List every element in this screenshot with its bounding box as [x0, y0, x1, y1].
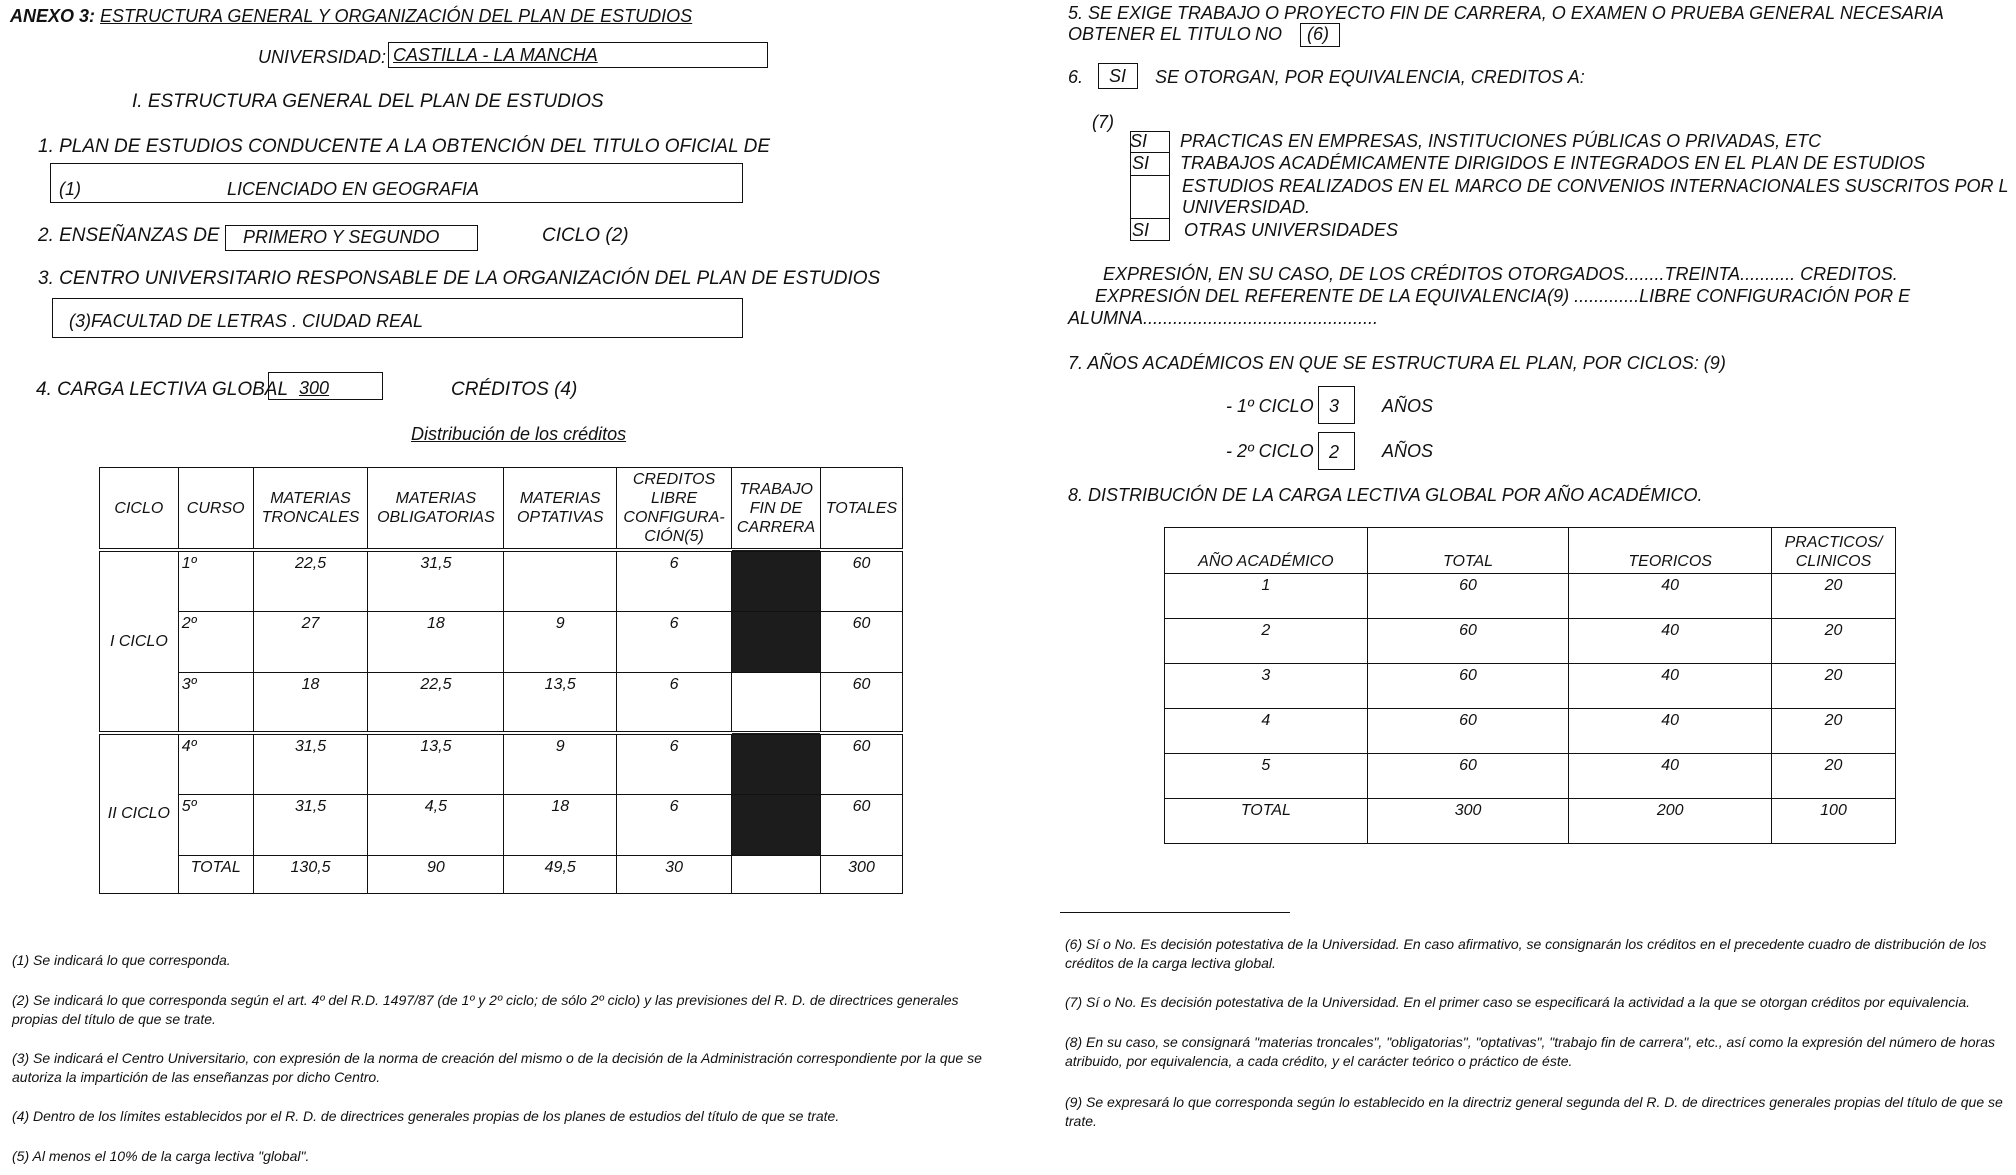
cycle2-box — [1318, 432, 1355, 470]
table-row — [1165, 709, 1896, 754]
item5-line2: OBTENER EL TITULO — [1068, 24, 1251, 44]
cell: 6 — [617, 733, 732, 794]
table-row — [1165, 664, 1896, 709]
cell: 200 — [1569, 799, 1772, 844]
university-box — [388, 42, 768, 68]
cell: 3º — [178, 672, 253, 733]
cell: 13,5 — [368, 733, 504, 794]
teaching-value: PRIMERO Y SEGUNDO — [243, 227, 440, 247]
shaded-cell — [732, 733, 821, 794]
table-row — [100, 550, 903, 611]
cycle1-label: - 1º CICLO — [1226, 396, 1314, 416]
cell: 20 — [1772, 664, 1896, 709]
cell: 31,5 — [253, 733, 368, 794]
cell: 60 — [1367, 619, 1569, 664]
cycle-1-cell: I CICLO — [100, 550, 179, 733]
header-libre: CREDITOS LIBRE CONFIGURA-CIÓN(5) — [617, 468, 732, 551]
footnote-6: (6) Sí o No. Es decisión potestativa de la Universidad. En caso afirmativo, se consignarán los créditos en el precedente cuadro de distribución de los créditos de la carga lectiva global. — [1065, 936, 1987, 971]
item6-note: (7) — [1092, 112, 1114, 132]
cell: 6 — [617, 672, 732, 733]
item4-suffix: CRÉDITOS (4) — [451, 379, 578, 400]
cell: 20 — [1772, 754, 1896, 799]
item6-number: 6. — [1068, 67, 1084, 87]
cell: 60 — [1367, 709, 1569, 754]
item5-note-box — [1300, 23, 1340, 47]
cell: 20 — [1772, 709, 1896, 754]
cell — [732, 672, 821, 733]
cell: 300 — [1367, 799, 1569, 844]
distribution-title: Distribución de los créditos — [411, 424, 627, 444]
degree-note: (1) — [59, 179, 81, 199]
degree-value: LICENCIADO EN GEOGRAFIA — [227, 179, 480, 199]
cell: 9 — [504, 611, 617, 672]
option-4-text: OTRAS UNIVERSIDADES — [1184, 220, 1399, 240]
cell: 9 — [504, 733, 617, 794]
cell: 49,5 — [504, 855, 617, 893]
cell: 300 — [820, 855, 902, 893]
cell: 18 — [504, 794, 617, 855]
header-ciclo: CICLO — [100, 468, 179, 551]
footnote-9: (9) Se expresará lo que corresponda según lo establecido en la directriz general segunda del R. D. de directrices generales propias del título de que se trate. — [1065, 1094, 2003, 1129]
table-row — [100, 672, 903, 733]
item6-label: SE OTORGAN, POR EQUIVALENCIA, CREDITOS A: — [1155, 67, 1585, 87]
option-3-text: ESTUDIOS REALIZADOS EN EL MARCO DE CONVENIOS INTERNACIONALES SUSCRITOS POR L — [1182, 176, 2009, 196]
table-row — [1165, 799, 1896, 844]
credits-value: 300 — [299, 378, 330, 398]
option-1-text: PRACTICAS EN EMPRESAS, INSTITUCIONES PÚBLICAS O PRIVADAS, ETC — [1180, 131, 1822, 151]
annex-heading: ANEXO 3: ESTRUCTURA GENERAL Y ORGANIZACIÓN DEL PLAN DE ESTUDIOS — [10, 6, 693, 26]
credits-box — [268, 372, 383, 400]
expression-reference: EXPRESIÓN DEL REFERENTE DE LA EQUIVALENCIA(9) .............LIBRE CONFIGURACIÓN POR E — [1095, 286, 1911, 306]
header-theory: TEORICOS — [1569, 528, 1772, 574]
table-row — [100, 733, 903, 794]
cell: 60 — [820, 672, 902, 733]
cell: 40 — [1569, 754, 1772, 799]
cell: 4 — [1165, 709, 1368, 754]
cycle2-value: 2 — [1329, 442, 1340, 462]
header-total: TOTAL — [1367, 528, 1569, 574]
cell: 6 — [617, 611, 732, 672]
cell: 100 — [1772, 799, 1896, 844]
cell: 5 — [1165, 754, 1368, 799]
item5-answer: NO — [1255, 24, 1282, 44]
divider — [1130, 218, 1170, 219]
cell: 30 — [617, 855, 732, 893]
option-1-mark: SI — [1130, 131, 1148, 151]
cycle2-label: - 2º CICLO — [1226, 441, 1314, 461]
cell: 22,5 — [253, 550, 368, 611]
center-value: (3)FACULTAD DE LETRAS . CIUDAD REAL — [69, 311, 424, 331]
footnote-separator — [1060, 912, 1290, 913]
expression-credits: EXPRESIÓN, EN SU CASO, DE LOS CRÉDITOS OTORGADOS........TREINTA........... CREDITOS. — [1103, 264, 1898, 284]
cell: 18 — [368, 611, 504, 672]
item8-label: 8. DISTRIBUCIÓN DE LA CARGA LECTIVA GLOBAL POR AÑO ACADÉMICO. — [1068, 485, 1703, 505]
item7-label: 7. AÑOS ACADÉMICOS EN QUE SE ESTRUCTURA EL PLAN, POR CICLOS: (9) — [1068, 353, 1726, 373]
cell: 1 — [1165, 574, 1368, 619]
degree-box — [50, 163, 743, 203]
footnote-3: (3) Se indicará el Centro Universitario, con expresión de la norma de creación del mismo o de la decisión de la Administración correspondiente por la que se autoriza la impartición de las enseñanzas por dicho Centro. — [12, 1050, 982, 1085]
cell: 40 — [1569, 664, 1772, 709]
cell: 60 — [1367, 664, 1569, 709]
option-2-text: TRABAJOS ACADÉMICAMENTE DIRIGIDOS E INTEGRADOS EN EL PLAN DE ESTUDIOS — [1180, 153, 1926, 173]
annual-load-table — [1164, 527, 1896, 844]
cycle1-box — [1318, 386, 1355, 424]
table-row — [1165, 574, 1896, 619]
table-row — [100, 611, 903, 672]
table-row — [1165, 754, 1896, 799]
footnote-1: (1) Se indicará lo que corresponda. — [12, 952, 231, 968]
university-label: UNIVERSIDAD: — [258, 47, 387, 67]
shaded-cell — [732, 550, 821, 611]
option-2-mark: SI — [1132, 153, 1150, 173]
cell: 60 — [1367, 754, 1569, 799]
cell: 6 — [617, 550, 732, 611]
years-label-1: AÑOS — [1382, 396, 1434, 416]
cell — [732, 855, 821, 893]
header-troncales: MATERIAS TRONCALES — [253, 468, 368, 551]
footnote-8: (8) En su caso, se consignará "materias troncales", "obligatorias", "optativas", "trabajo fin de carrera", etc., así como la expresión del número de horas atribuido, por equivalencia, a cada crédito, y el carácter teórico o práctico de éste. — [1065, 1034, 1995, 1069]
cell: 6 — [617, 794, 732, 855]
table-header-row — [100, 468, 903, 551]
cell: 60 — [820, 611, 902, 672]
cell: 90 — [368, 855, 504, 893]
table-row — [100, 855, 903, 893]
item5-note: (6) — [1307, 24, 1329, 44]
item1-label: 1. PLAN DE ESTUDIOS CONDUCENTE A LA OBTENCIÓN DEL TITULO OFICIAL DE — [38, 136, 771, 157]
cell — [504, 550, 617, 611]
table-header-row — [1165, 528, 1896, 574]
cell: 2º — [178, 611, 253, 672]
cell: 2 — [1165, 619, 1368, 664]
footnote-2: (2) Se indicará lo que corresponda según el art. 4º del R.D. 1497/87 (de 1º y 2º ciclo; de sólo 2º ciclo) y las previsiones del R. D. de directrices generales propias del título de que se trate. — [12, 992, 959, 1027]
item2-suffix: CICLO (2) — [542, 225, 629, 246]
center-box — [52, 298, 743, 338]
option-3-text2: UNIVERSIDAD. — [1182, 197, 1311, 217]
cell: 20 — [1772, 574, 1896, 619]
cycle-2-cell: II CICLO — [100, 733, 179, 893]
shaded-cell — [732, 611, 821, 672]
header-obligatorias: MATERIAS OBLIGATORIAS — [368, 468, 504, 551]
header-practice: PRACTICOS/ CLINICOS — [1772, 528, 1896, 574]
cell: 40 — [1569, 574, 1772, 619]
university-value: CASTILLA - LA MANCHA — [393, 45, 598, 65]
cycle1-value: 3 — [1329, 396, 1340, 416]
item3-label: 3. CENTRO UNIVERSITARIO RESPONSABLE DE LA ORGANIZACIÓN DEL PLAN DE ESTUDIOS — [38, 268, 881, 289]
cell: 4,5 — [368, 794, 504, 855]
footnote-4: (4) Dentro de los límites establecidos por el R. D. de directrices generales propias de los planes de estudios del título de que se trate. — [12, 1108, 840, 1124]
table-row — [1165, 619, 1896, 664]
divider — [1130, 175, 1170, 176]
header-curso: CURSO — [178, 468, 253, 551]
item6-answer: SI — [1109, 66, 1127, 86]
footnote-5: (5) Al menos el 10% de la carga lectiva "global". — [12, 1148, 310, 1164]
shaded-cell — [732, 794, 821, 855]
option-4-mark: SI — [1132, 220, 1150, 240]
cell: 60 — [1367, 574, 1569, 619]
header-year: AÑO ACADÉMICO — [1165, 528, 1368, 574]
footnote-7: (7) Sí o No. Es decisión potestativa de la Universidad. En el primer caso se especificará la actividad a la que se otorgan créditos por equivalencia. — [1065, 994, 1971, 1010]
cell: 1º — [178, 550, 253, 611]
cell: 27 — [253, 611, 368, 672]
cell: TOTAL — [1165, 799, 1368, 844]
cell: 60 — [820, 733, 902, 794]
cell: 31,5 — [368, 550, 504, 611]
cell: 40 — [1569, 709, 1772, 754]
expression-reference-cont: ALUMNA............................................... — [1068, 308, 1379, 328]
cell: 31,5 — [253, 794, 368, 855]
years-label-2: AÑOS — [1382, 441, 1434, 461]
cell: 60 — [820, 550, 902, 611]
item2-label: 2. ENSEÑANZAS DE — [38, 225, 220, 246]
credits-distribution-table — [99, 467, 903, 894]
header-totales: TOTALES — [820, 468, 902, 551]
cell: 20 — [1772, 619, 1896, 664]
cell: TOTAL — [178, 855, 253, 893]
cell: 13,5 — [504, 672, 617, 733]
cell: 60 — [820, 794, 902, 855]
item4-label: 4. CARGA LECTIVA GLOBAL — [36, 379, 289, 400]
item5-line1: 5. SE EXIGE TRABAJO O PROYECTO FIN DE CARRERA, O EXAMEN O PRUEBA GENERAL NECESARIA — [1068, 3, 1944, 23]
cell: 5º — [178, 794, 253, 855]
header-trabajo: TRABAJO FIN DE CARRERA — [732, 468, 821, 551]
cell: 18 — [253, 672, 368, 733]
table-row — [100, 794, 903, 855]
teaching-box — [225, 225, 478, 251]
cell: 40 — [1569, 619, 1772, 664]
section-title: I. ESTRUCTURA GENERAL DEL PLAN DE ESTUDIOS — [132, 91, 604, 112]
cell: 22,5 — [368, 672, 504, 733]
item6-answer-box — [1098, 63, 1138, 89]
cell: 130,5 — [253, 855, 368, 893]
header-optativas: MATERIAS OPTATIVAS — [504, 468, 617, 551]
cell: 3 — [1165, 664, 1368, 709]
cell: 4º — [178, 733, 253, 794]
